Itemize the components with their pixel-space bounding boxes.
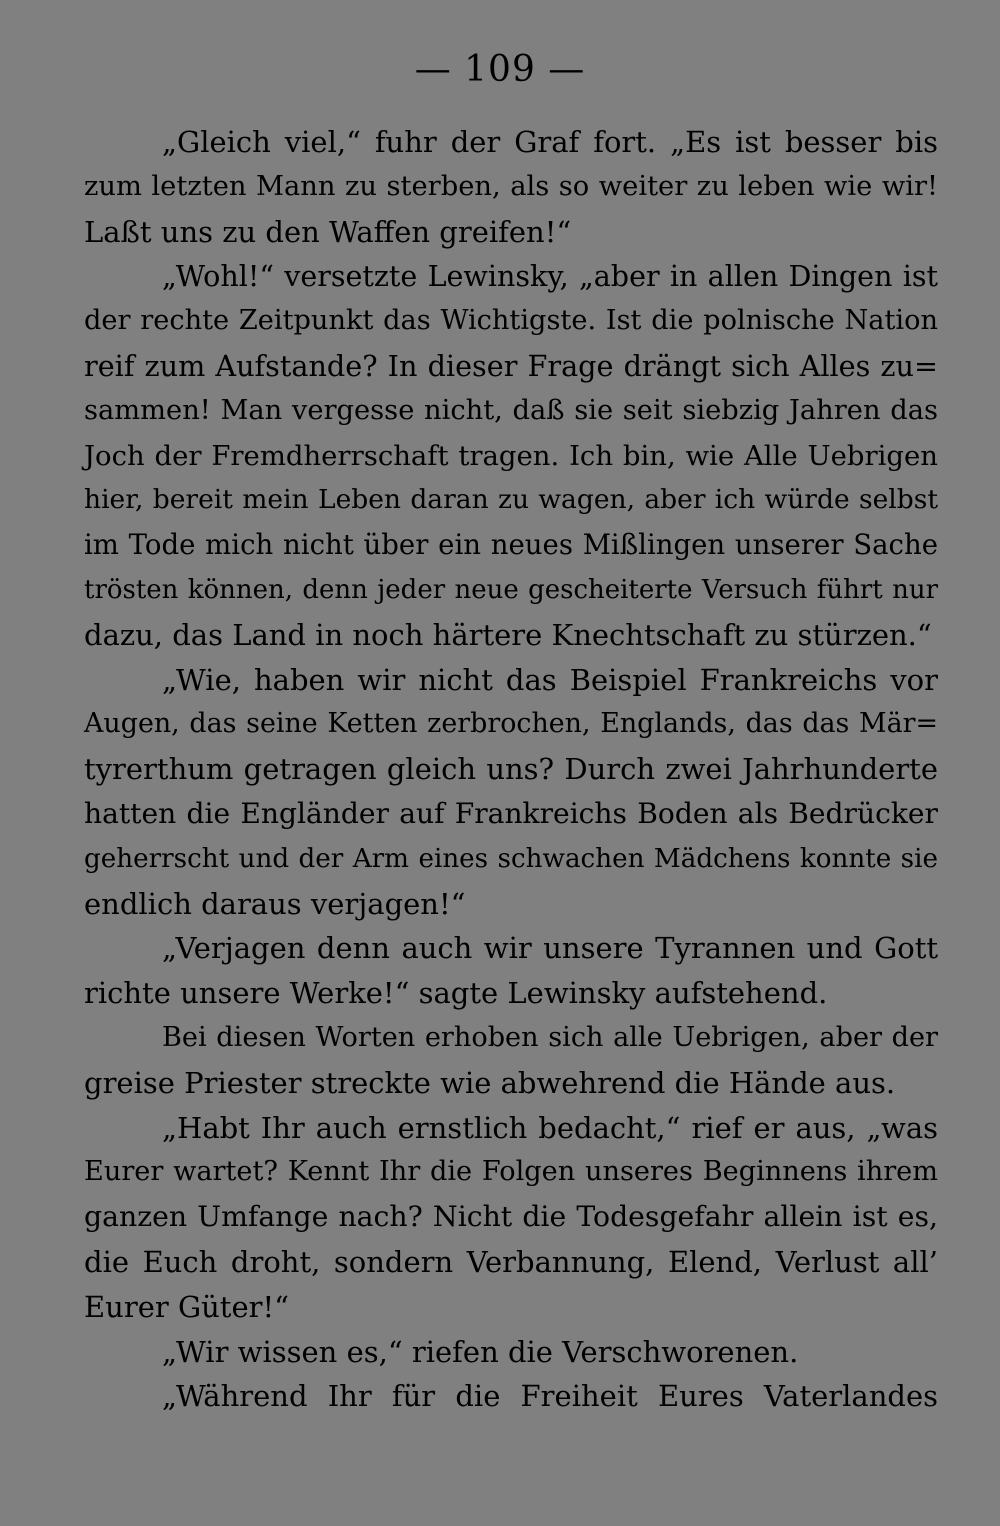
- text-line: „Wohl!“ versetzte Lewinsky, „aber in allen Dingen ist: [162, 259, 938, 294]
- text-line: trösten können, denn jeder neue gescheiterte Versuch führt nur: [84, 574, 938, 605]
- page-number: — 109 —: [414, 49, 586, 90]
- text-line: „Während Ihr für die Freiheit Eures Vaterlandes: [162, 1379, 938, 1414]
- text-line: die Euch droht, sondern Verbannung, Elend, Verlust all’: [84, 1244, 938, 1279]
- body-text: [84, 120, 938, 1419]
- text-line: „Wir wissen es,“ riefen die Verschworenen.: [162, 1334, 799, 1369]
- text-line: Augen, das seine Ketten zerbrochen, Englands, das das Mär=: [84, 708, 938, 740]
- text-line: „Wie, haben wir nicht das Beispiel Frankreichs vor: [162, 662, 938, 697]
- text-line: richte unsere Werke!“ sagte Lewinsky aufstehend.: [84, 976, 828, 1011]
- text-line: Joch der Fremdherrschaft tragen. Ich bin, wie Alle Uebrigen: [84, 439, 938, 472]
- text-line: tyrerthum getragen gleich uns? Durch zwei Jahrhunderte: [84, 752, 938, 787]
- text-line: Bei diesen Worten erhoben sich alle Uebrigen, aber der: [162, 1021, 938, 1053]
- text-line: im Tode mich nicht über ein neues Mißlingen unserer Sache: [84, 529, 938, 562]
- text-line: hatten die Engländer auf Frankreichs Boden als Bedrücker: [84, 796, 938, 830]
- text-line: der rechte Zeitpunkt das Wichtigste. Ist die polnische Nation: [84, 305, 938, 337]
- text-line: dazu, das Land in noch härtere Knechtschaft zu stürzen.“: [84, 617, 932, 652]
- text-line: greise Priester streckte wie abwehrend die Hände aus.: [84, 1065, 896, 1100]
- text-line: Laßt uns zu den Waffen greifen!“: [84, 214, 572, 249]
- text-line: „Gleich viel,“ fuhr der Graf fort. „Es ist besser bis: [162, 125, 938, 159]
- text-line: Eurer Güter!“: [84, 1289, 289, 1324]
- text-line: sammen! Man vergesse nicht, daß sie seit siebzig Jahren das: [84, 394, 938, 426]
- text-line: zum letzten Mann zu sterben, als so weiter zu leben wie wir!: [84, 170, 938, 202]
- text-line: reif zum Aufstande? In dieser Frage drängt sich Alles zu=: [84, 348, 938, 383]
- text-line: geherrscht und der Arm eines schwachen Mädchens konnte sie: [84, 843, 938, 874]
- text-line: „Verjagen denn auch wir unsere Tyrannen und Gott: [162, 931, 938, 966]
- text-line: „Habt Ihr auch ernstlich bedacht,“ rief er aus, „was: [162, 1110, 938, 1145]
- text-line: ganzen Umfange nach? Nicht die Todesgefahr allein ist es,: [84, 1200, 938, 1234]
- text-line: Eurer wartet? Kennt Ihr die Folgen unseres Beginnens ihrem: [84, 1156, 938, 1188]
- text-line: hier, bereit mein Leben daran zu wagen, aber ich würde selbst: [84, 484, 938, 516]
- text-line: endlich daraus verjagen!“: [84, 886, 466, 921]
